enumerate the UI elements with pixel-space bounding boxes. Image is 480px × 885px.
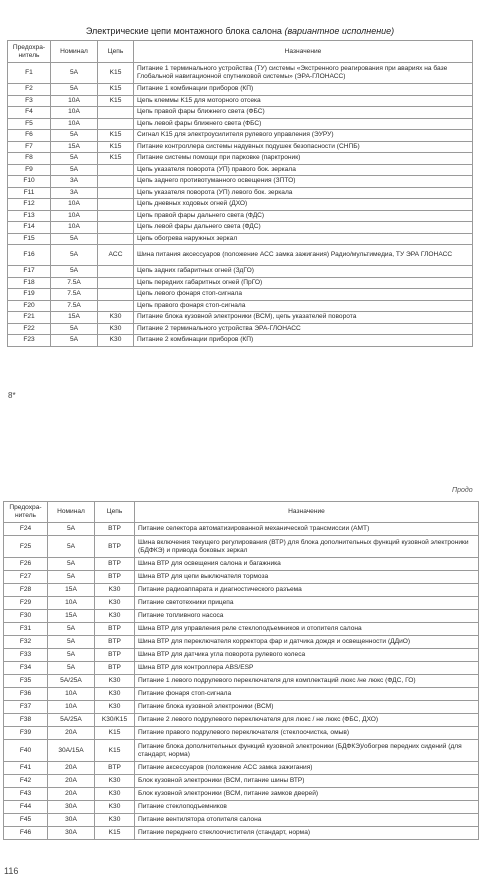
nominal-cell: 3А	[51, 176, 98, 188]
fuse-cell: F4	[8, 107, 51, 119]
circuit-cell	[98, 164, 134, 176]
purpose-cell: Питание селектора автоматизированной механической трансмиссии (АМТ)	[135, 523, 479, 536]
circuit-cell: K30	[98, 323, 134, 335]
purpose-cell: Питание переднего стеклоочистителя (стандарт, норма)	[135, 827, 479, 840]
table-row	[4, 827, 479, 840]
circuit-cell: K30	[95, 801, 135, 814]
page-title	[0, 24, 480, 38]
table-row	[4, 688, 479, 701]
purpose-cell: Питание контроллера системы надувных подушек безопасности (СНПБ)	[134, 141, 473, 153]
fuse-cell: F27	[4, 571, 48, 584]
nominal-cell: 10А	[48, 597, 95, 610]
fuse-cell: F16	[8, 245, 51, 266]
nominal-cell: 10А	[51, 222, 98, 234]
circuit-cell	[98, 266, 134, 278]
fuse-cell: F46	[4, 827, 48, 840]
table-row	[8, 312, 473, 324]
table-row	[8, 84, 473, 96]
page-number: 116	[4, 866, 19, 876]
circuit-cell: K30/K15	[95, 714, 135, 727]
nominal-cell: 5А	[48, 662, 95, 675]
table-row	[8, 245, 473, 266]
circuit-cell	[98, 233, 134, 245]
table-row	[8, 266, 473, 278]
purpose-cell: Питание стеклоподъемников	[135, 801, 479, 814]
nominal-cell: 10А	[51, 107, 98, 119]
nominal-cell: 7.5А	[51, 300, 98, 312]
table-row	[4, 675, 479, 688]
purpose-cell: Цепь левого фонаря стоп-сигнала	[134, 289, 473, 301]
purpose-cell: Блок кузовной электроники (BCM, питание шины ВТР)	[135, 775, 479, 788]
table-row	[8, 222, 473, 234]
table-row	[4, 701, 479, 714]
fuse-table-1-body	[8, 63, 473, 347]
circuit-cell	[98, 210, 134, 222]
nominal-cell: 5А/25А	[48, 714, 95, 727]
table-row	[8, 118, 473, 130]
circuit-cell: K15	[98, 84, 134, 96]
purpose-cell: Цепь правой фары ближнего света (ФБС)	[134, 107, 473, 119]
purpose-cell: Цепь задних габаритных огней (ЗдГО)	[134, 266, 473, 278]
purpose-cell: Питание 2 левого подрулевого переключателя для люкс / не люкс (ФБС, ДХО)	[135, 714, 479, 727]
nominal-cell: 30А	[48, 814, 95, 827]
table-row	[8, 335, 473, 347]
circuit-cell: K30	[98, 312, 134, 324]
table-row	[8, 187, 473, 199]
purpose-cell: Цепь правой фары дальнего света (ФДС)	[134, 210, 473, 222]
table-row	[8, 199, 473, 211]
purpose-cell: Питание 1 левого подрулевого переключателя для комплектаций люкс /не люкс (ФДС, ГО)	[135, 675, 479, 688]
table-row	[8, 153, 473, 165]
fuse-cell: F15	[8, 233, 51, 245]
fuse-cell: F7	[8, 141, 51, 153]
purpose-cell: Цепь указателя поворота (УП) правого бок. зеркала	[134, 164, 473, 176]
table-row	[4, 623, 479, 636]
fuse-cell: F36	[4, 688, 48, 701]
circuit-cell: K15	[98, 153, 134, 165]
table-row	[8, 289, 473, 301]
fuse-cell: F10	[8, 176, 51, 188]
table-row	[8, 300, 473, 312]
fuse-cell: F28	[4, 584, 48, 597]
circuit-cell: BTP	[95, 636, 135, 649]
purpose-cell: Цепь указателя поворота (УП) левого бок. зеркала	[134, 187, 473, 199]
fuse-cell: F12	[8, 199, 51, 211]
circuit-cell: BTP	[95, 662, 135, 675]
fuse-cell: F11	[8, 187, 51, 199]
nominal-cell: 5А	[48, 623, 95, 636]
fuse-cell: F23	[8, 335, 51, 347]
table-header-row	[8, 41, 473, 63]
purpose-cell: Питание топливного насоса	[135, 610, 479, 623]
circuit-cell	[98, 118, 134, 130]
table-row	[4, 775, 479, 788]
nominal-cell: 10А	[51, 210, 98, 222]
fuse-cell: F38	[4, 714, 48, 727]
fuse-table-2-body	[4, 523, 479, 840]
nominal-cell: 5А	[51, 233, 98, 245]
fuse-cell: F9	[8, 164, 51, 176]
circuit-cell: K30	[95, 775, 135, 788]
circuit-cell	[98, 107, 134, 119]
purpose-cell: Цепь передних габаритных огней (ПрГО)	[134, 277, 473, 289]
circuit-cell	[98, 222, 134, 234]
nominal-cell: 10А	[51, 95, 98, 107]
purpose-cell: Питание аксессуаров (положение АСС замка зажигания)	[135, 762, 479, 775]
purpose-cell: Шина питания аксессуаров (положение АСС замка зажигания) Радио/мультимедиа, ТУ ЭРА ГЛОНАСС	[134, 245, 473, 266]
table-row	[8, 233, 473, 245]
fuse-cell: F13	[8, 210, 51, 222]
purpose-cell: Шина включения текущего регулирования (ВТР) для блока дополнительных функций кузовной электроники (БДФКЭ) и привода боковых зеркал	[135, 536, 479, 558]
fuse-cell: F19	[8, 289, 51, 301]
nominal-cell: 30А	[48, 827, 95, 840]
fuse-cell: F22	[8, 323, 51, 335]
purpose-cell: Цепь правого фонаря стоп-сигнала	[134, 300, 473, 312]
purpose-cell: Питание системы помощи при парковке (парктроник)	[134, 153, 473, 165]
purpose-cell: Шина ВТР для освещения салона и багажника	[135, 558, 479, 571]
fuse-cell: F14	[8, 222, 51, 234]
header-nominal: Номинал	[51, 41, 98, 63]
circuit-cell: BTP	[95, 536, 135, 558]
fuse-cell: F26	[4, 558, 48, 571]
circuit-cell: K15	[95, 827, 135, 840]
header-purpose: Назначение	[135, 502, 479, 523]
nominal-cell: 15А	[51, 141, 98, 153]
fuse-cell: F6	[8, 130, 51, 142]
circuit-cell: K30	[98, 335, 134, 347]
table-row	[4, 558, 479, 571]
nominal-cell: 7.5А	[51, 277, 98, 289]
circuit-cell: K30	[95, 701, 135, 714]
fuse-cell: F29	[4, 597, 48, 610]
purpose-cell: Шина ВТР для контроллера ABS/ESP	[135, 662, 479, 675]
table-row	[4, 571, 479, 584]
nominal-cell: 10А	[48, 688, 95, 701]
title-italic: (вариантное исполнение)	[284, 26, 395, 36]
circuit-cell: K30	[95, 675, 135, 688]
purpose-cell: Шина ВТР для датчика угла поворота рулевого колеса	[135, 649, 479, 662]
circuit-cell: K15	[98, 63, 134, 84]
fuse-cell: F33	[4, 649, 48, 662]
table-header-row	[4, 502, 479, 523]
nominal-cell: 5А	[51, 335, 98, 347]
nominal-cell: 30А	[48, 801, 95, 814]
nominal-cell: 5А	[51, 266, 98, 278]
table-row	[4, 801, 479, 814]
fuse-cell: F44	[4, 801, 48, 814]
table-row	[8, 95, 473, 107]
circuit-cell: BTP	[95, 571, 135, 584]
circuit-cell	[98, 277, 134, 289]
fuse-cell: F17	[8, 266, 51, 278]
circuit-cell	[98, 176, 134, 188]
fuse-cell: F3	[8, 95, 51, 107]
circuit-cell: K30	[95, 814, 135, 827]
circuit-cell: BTP	[95, 623, 135, 636]
nominal-cell: 5А	[48, 571, 95, 584]
table-row	[4, 788, 479, 801]
header-circuit: Цепь	[95, 502, 135, 523]
table-row	[4, 610, 479, 623]
fuse-cell: F2	[8, 84, 51, 96]
header-fuse: Предохра-нитель	[4, 502, 48, 523]
table-row	[8, 210, 473, 222]
purpose-cell: Шина ВТР для управления реле стеклоподъемников и отопителя салона	[135, 623, 479, 636]
nominal-cell: 5А	[48, 536, 95, 558]
nominal-cell: 3А	[51, 187, 98, 199]
circuit-cell: BTP	[95, 558, 135, 571]
circuit-cell: ACC	[98, 245, 134, 266]
nominal-cell: 10А	[51, 199, 98, 211]
nominal-cell: 5А	[51, 84, 98, 96]
circuit-cell	[98, 300, 134, 312]
table-row	[4, 814, 479, 827]
circuit-cell: BTP	[95, 762, 135, 775]
nominal-cell: 10А	[51, 118, 98, 130]
purpose-cell: Питание правого подрулевого переключателя (стеклоочистка, омыв)	[135, 727, 479, 740]
nominal-cell: 15А	[48, 610, 95, 623]
fuse-cell: F45	[4, 814, 48, 827]
header-circuit: Цепь	[98, 41, 134, 63]
nominal-cell: 20А	[48, 762, 95, 775]
purpose-cell: Цепь клеммы K15 для моторного отсека	[134, 95, 473, 107]
nominal-cell: 5А	[51, 153, 98, 165]
fuse-cell: F31	[4, 623, 48, 636]
circuit-cell: K30	[95, 610, 135, 623]
fuse-table-1	[7, 40, 473, 347]
purpose-cell: Цепь левой фары ближнего света (ФБС)	[134, 118, 473, 130]
table-row	[8, 323, 473, 335]
purpose-cell: Шина ВТР для переключателя корректора фар и датчика дождя и освещенности (ДДиО)	[135, 636, 479, 649]
nominal-cell: 20А	[48, 788, 95, 801]
table-row	[8, 130, 473, 142]
table-row	[4, 727, 479, 740]
circuit-cell	[98, 187, 134, 199]
purpose-cell: Сигнал K15 для электроусилителя рулевого управления (ЭУРУ)	[134, 130, 473, 142]
purpose-cell: Блок кузовной электроники (BCM, питание замков дверей)	[135, 788, 479, 801]
circuit-cell	[98, 289, 134, 301]
circuit-cell: BTP	[95, 649, 135, 662]
fuse-cell: F41	[4, 762, 48, 775]
table-row	[4, 762, 479, 775]
purpose-cell: Питание 2 комбинации приборов (КП)	[134, 335, 473, 347]
nominal-cell: 5А	[51, 130, 98, 142]
nominal-cell: 15А	[51, 312, 98, 324]
circuit-cell	[98, 199, 134, 211]
fuse-cell: F35	[4, 675, 48, 688]
table-row	[4, 714, 479, 727]
nominal-cell: 5А	[51, 63, 98, 84]
fuse-cell: F8	[8, 153, 51, 165]
fuse-cell: F40	[4, 740, 48, 762]
fuse-cell: F39	[4, 727, 48, 740]
table-row	[4, 597, 479, 610]
nominal-cell: 15А	[48, 584, 95, 597]
purpose-cell: Цепь обогрева наружных зеркал	[134, 233, 473, 245]
fuse-cell: F30	[4, 610, 48, 623]
header-nominal: Номинал	[48, 502, 95, 523]
nominal-cell: 10А	[48, 701, 95, 714]
continued-label: Продо	[452, 487, 473, 494]
circuit-cell: K15	[95, 740, 135, 762]
nominal-cell: 5А	[48, 558, 95, 571]
table-row	[4, 662, 479, 675]
purpose-cell: Питание 1 терминального устройства (ТУ) системы «Экстренного реагирования при авариях на базе Глобальной навигационной спутниковой системы» (ЭРА-ГЛОНАСС)	[134, 63, 473, 84]
table-row	[8, 176, 473, 188]
purpose-cell: Питание радиоаппарата и диагностического разъема	[135, 584, 479, 597]
circuit-cell: K15	[98, 141, 134, 153]
nominal-cell: 5А/25А	[48, 675, 95, 688]
nominal-cell: 5А	[51, 245, 98, 266]
nominal-cell: 5А	[48, 636, 95, 649]
fuse-cell: F42	[4, 775, 48, 788]
fuse-cell: F37	[4, 701, 48, 714]
purpose-cell: Питание 1 комбинации приборов (КП)	[134, 84, 473, 96]
purpose-cell: Цепь заднего противотуманного освещения (ЗПТО)	[134, 176, 473, 188]
nominal-cell: 5А	[51, 164, 98, 176]
circuit-cell: BTP	[95, 523, 135, 536]
fuse-cell: F43	[4, 788, 48, 801]
table-row	[4, 636, 479, 649]
fuse-cell: F24	[4, 523, 48, 536]
circuit-cell: K30	[95, 788, 135, 801]
table-row	[4, 584, 479, 597]
nominal-cell: 7.5А	[51, 289, 98, 301]
fuse-cell: F25	[4, 536, 48, 558]
circuit-cell: K15	[98, 130, 134, 142]
nominal-cell: 30А/15А	[48, 740, 95, 762]
circuit-cell: K15	[98, 95, 134, 107]
circuit-cell: K30	[95, 597, 135, 610]
purpose-cell: Питание блока дополнительных функций кузовной электроники (БДФКЭ)/обогрев передних сидений (для стандарт, норма)	[135, 740, 479, 762]
table-row	[4, 523, 479, 536]
table-row	[8, 63, 473, 84]
purpose-cell: Цепь дневных ходовых огней (ДХО)	[134, 199, 473, 211]
circuit-cell: K15	[95, 727, 135, 740]
fuse-cell: F34	[4, 662, 48, 675]
purpose-cell: Цепь левой фары дальнего света (ФДС)	[134, 222, 473, 234]
purpose-cell: Питание 2 терминального устройства ЭРА-ГЛОНАСС	[134, 323, 473, 335]
table-row	[8, 164, 473, 176]
table-row	[8, 141, 473, 153]
fuse-cell: F20	[8, 300, 51, 312]
footnote-mark: 8*	[8, 391, 16, 400]
fuse-cell: F18	[8, 277, 51, 289]
circuit-cell: K30	[95, 688, 135, 701]
nominal-cell: 20А	[48, 775, 95, 788]
table-row	[8, 277, 473, 289]
fuse-cell: F21	[8, 312, 51, 324]
nominal-cell: 5А	[48, 649, 95, 662]
nominal-cell: 5А	[48, 523, 95, 536]
table-row	[4, 649, 479, 662]
nominal-cell: 5А	[51, 323, 98, 335]
table-row	[4, 740, 479, 762]
circuit-cell: K30	[95, 584, 135, 597]
header-purpose: Назначение	[134, 41, 473, 63]
purpose-cell: Питание блока кузовной электроники (BCM)	[135, 701, 479, 714]
fuse-table-2	[3, 501, 479, 840]
purpose-cell: Шина ВТР для цепи выключателя тормоза	[135, 571, 479, 584]
table-row	[4, 536, 479, 558]
fuse-cell: F1	[8, 63, 51, 84]
nominal-cell: 20А	[48, 727, 95, 740]
purpose-cell: Питание блока кузовной электроники (BCM), цепь указателей поворота	[134, 312, 473, 324]
fuse-cell: F5	[8, 118, 51, 130]
purpose-cell: Питание фонаря стоп-сигнала	[135, 688, 479, 701]
fuse-cell: F32	[4, 636, 48, 649]
header-fuse: Предохра-нитель	[8, 41, 51, 63]
table-row	[8, 107, 473, 119]
purpose-cell: Питание вентилятора отопителя салона	[135, 814, 479, 827]
title-text: Электрические цепи монтажного блока салона	[85, 26, 282, 36]
purpose-cell: Питание светотехники прицепа	[135, 597, 479, 610]
